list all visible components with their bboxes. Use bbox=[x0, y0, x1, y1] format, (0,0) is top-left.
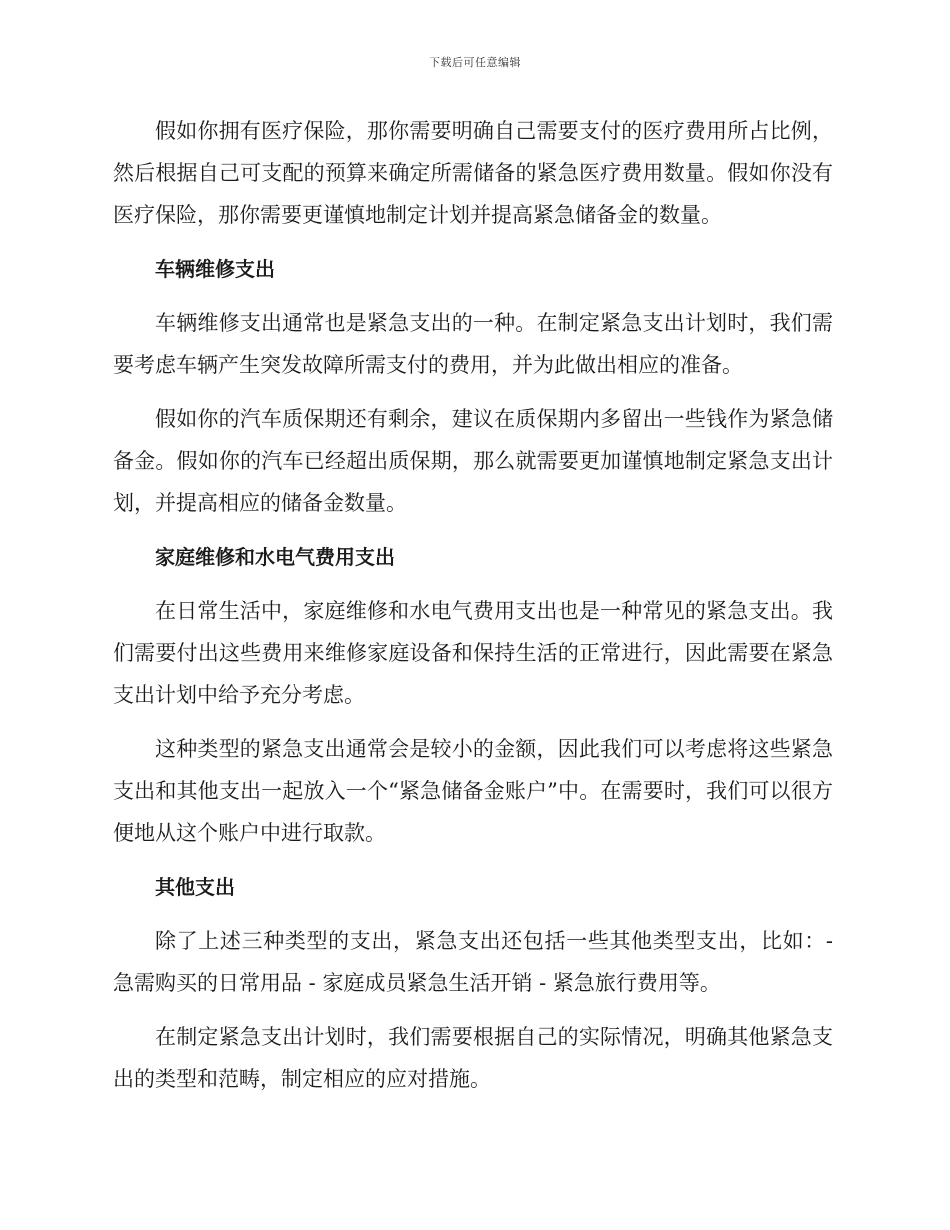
paragraph-home-utilities-intro: 在日常生活中，家庭维修和水电气费用支出也是一种常见的紧急支出。我们需要付出这些费用来维修家庭设备和保持生活的正常进行，因此需要在紧急支出计划中给予充分考虑。 bbox=[113, 599, 833, 707]
document-body bbox=[113, 110, 833, 1112]
section-heading-other-expenses: 其他支出 bbox=[155, 875, 235, 899]
header-note: 下载后可任意编辑 bbox=[429, 56, 521, 69]
paragraph-vehicle-warranty: 假如你的汽车质保期还有剩余，建议在质保期内多留出一些钱作为紧急储备金。假如你的汽车已经超出质保期，那么就需要更加谨慎地制定紧急支出计划，并提高相应的储备金数量。 bbox=[113, 407, 833, 515]
paragraph-vehicle-repair-intro: 车辆维修支出通常也是紧急支出的一种。在制定紧急支出计划时，我们需要考虑车辆产生突发故障所需支付的费用，并为此做出相应的准备。 bbox=[113, 311, 833, 377]
section-heading-home-utilities: 家庭维修和水电气费用支出 bbox=[155, 545, 395, 569]
paragraph-other-expenses-list: 除了上述三种类型的支出，紧急支出还包括一些其他类型支出，比如：- 急需购买的日常用品 - 家庭成员紧急生活开销 - 紧急旅行费用等。 bbox=[113, 929, 833, 995]
paragraph-emergency-account: 这种类型的紧急支出通常会是较小的金额，因此我们可以考虑将这些紧急支出和其他支出一起放入一个“紧急储备金账户”中。在需要时，我们可以很方便地从这个账户中进行取款。 bbox=[113, 737, 833, 845]
paragraph-other-expenses-plan: 在制定紧急支出计划时，我们需要根据自己的实际情况，明确其他紧急支出的类型和范畴，制定相应的应对措施。 bbox=[113, 1025, 833, 1091]
paragraph-medical-insurance: 假如你拥有医疗保险，那你需要明确自己需要支付的医疗费用所占比例，然后根据自己可支配的预算来确定所需储备的紧急医疗费用数量。假如你没有医疗保险，那你需要更谨慎地制定计划并提高紧急储备金的数量。 bbox=[113, 119, 833, 227]
section-heading-vehicle-repair: 车辆维修支出 bbox=[155, 257, 275, 281]
